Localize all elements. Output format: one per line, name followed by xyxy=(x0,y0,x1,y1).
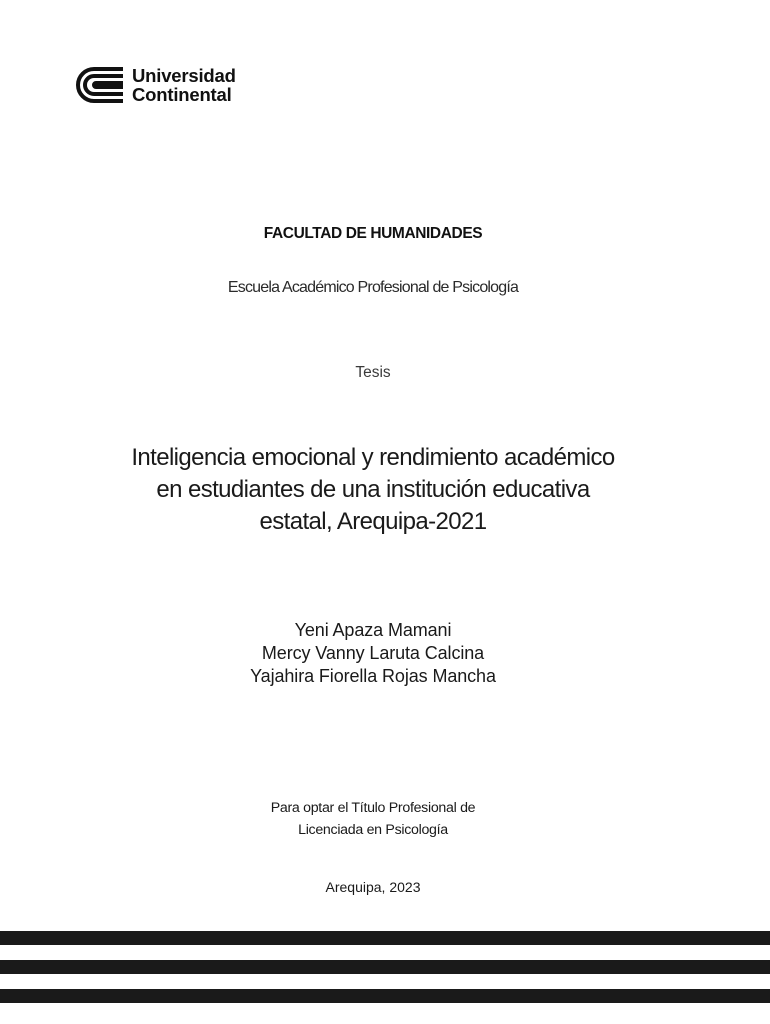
author-name: Yajahira Fiorella Rojas Mancha xyxy=(250,666,496,686)
logo-wordmark xyxy=(132,66,236,104)
authors-list xyxy=(0,619,746,688)
decorative-stripe xyxy=(0,960,770,974)
author-name: Yeni Apaza Mamani xyxy=(294,620,452,640)
document-type: Tesis xyxy=(355,364,391,381)
university-logo xyxy=(75,66,236,104)
author-name: Mercy Vanny Laruta Calcina xyxy=(261,643,485,663)
university-continental-logo-icon xyxy=(75,66,125,104)
decorative-stripe xyxy=(0,931,770,945)
degree-line: Para optar el Título Profesional de xyxy=(270,800,476,816)
degree-line: Licenciada en Psicología xyxy=(298,822,448,838)
degree-statement xyxy=(0,797,746,841)
faculty-name: FACULTAD DE HUMANIDADES xyxy=(263,225,483,242)
decorative-stripe xyxy=(0,989,770,1003)
place-date: Arequipa, 2023 xyxy=(325,879,421,895)
thesis-title-line: en estudiantes de una institución educativa xyxy=(156,476,590,503)
school-name: Escuela Académico Profesional de Psicología xyxy=(227,279,519,296)
thesis-title xyxy=(0,442,746,538)
logo-line-universidad: Universidad xyxy=(132,65,236,86)
logo-line-continental: Continental xyxy=(132,84,232,105)
thesis-title-line: Inteligencia emocional y rendimiento académico xyxy=(131,444,615,471)
thesis-title-line: estatal, Arequipa-2021 xyxy=(259,508,487,535)
